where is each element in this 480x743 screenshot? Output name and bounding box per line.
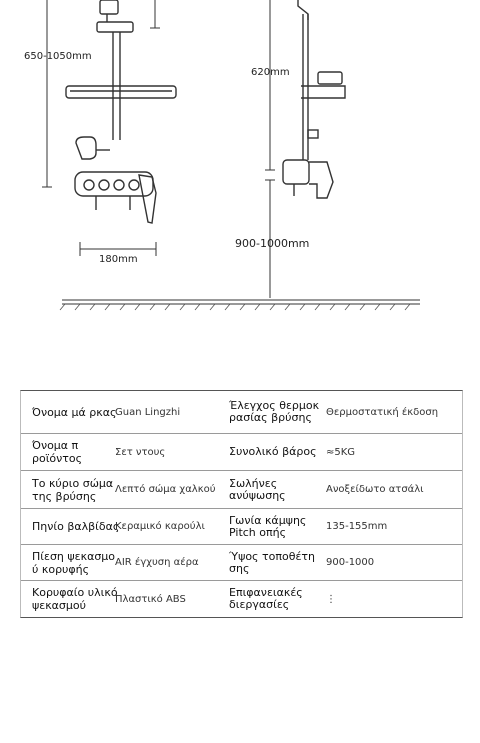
spec-value: ⋮ (326, 593, 336, 605)
height-range-label: 650-1050mm (24, 51, 92, 62)
side-range-label: 900-1000mm (235, 237, 310, 250)
spec-label: Πίεση ψεκασμο ύ κορυφής (32, 549, 116, 576)
spec-value: AIR έγχυση αέρα (115, 557, 199, 568)
spec-value: ≈5KG (326, 446, 356, 458)
width-label: 180mm (99, 254, 138, 265)
spec-value: Θερμοστατική έκδοση (326, 406, 439, 418)
spec-row (21, 545, 462, 581)
spec-label: Όνομα π ροϊόντος (32, 439, 83, 465)
spec-table (20, 390, 463, 618)
spec-label: Σωλήνες ανύψωσης (229, 476, 286, 502)
spec-label: Γωνία κάμψης Pitch οπής (229, 513, 307, 539)
spec-value: Ανοξείδωτο ατσάλι (326, 484, 424, 495)
spec-label: Ύψος τοποθέτη σης (229, 549, 315, 575)
spec-row (21, 434, 462, 471)
spec-row (21, 391, 462, 434)
spec-value: Λεπτό σώμα χαλκού (115, 484, 216, 495)
spec-label: Επιφανειακές διεργασίες (229, 586, 303, 611)
spec-value: 135-155mm (326, 521, 388, 532)
spec-label: Κορυφαίο υλικό ψεκασμού (32, 586, 118, 612)
spec-value: Πλαστικό ABS (115, 593, 186, 605)
spec-value: 900-1000 (326, 557, 375, 568)
spec-row (21, 471, 462, 509)
spec-row (21, 581, 462, 617)
spec-label: Όνομα μά ρκας (32, 405, 117, 419)
spec-label: Το κύριο σώμα της βρύσης (32, 476, 114, 503)
spec-row (21, 509, 462, 545)
spec-label: Πηνίο βαλβίδας (32, 520, 120, 533)
shower-technical-drawing (0, 0, 480, 340)
spec-value: Guan Lingzhi (115, 406, 181, 418)
spec-label: Έλεγχος θερμοκ ρασίας βρύσης (229, 399, 320, 424)
spec-value: Κεραμικό καρούλι (115, 521, 205, 532)
side-height-label: 620mm (251, 67, 290, 78)
spec-value: Σετ ντους (115, 446, 166, 458)
spec-label: Συνολικό βάρος (229, 445, 317, 458)
